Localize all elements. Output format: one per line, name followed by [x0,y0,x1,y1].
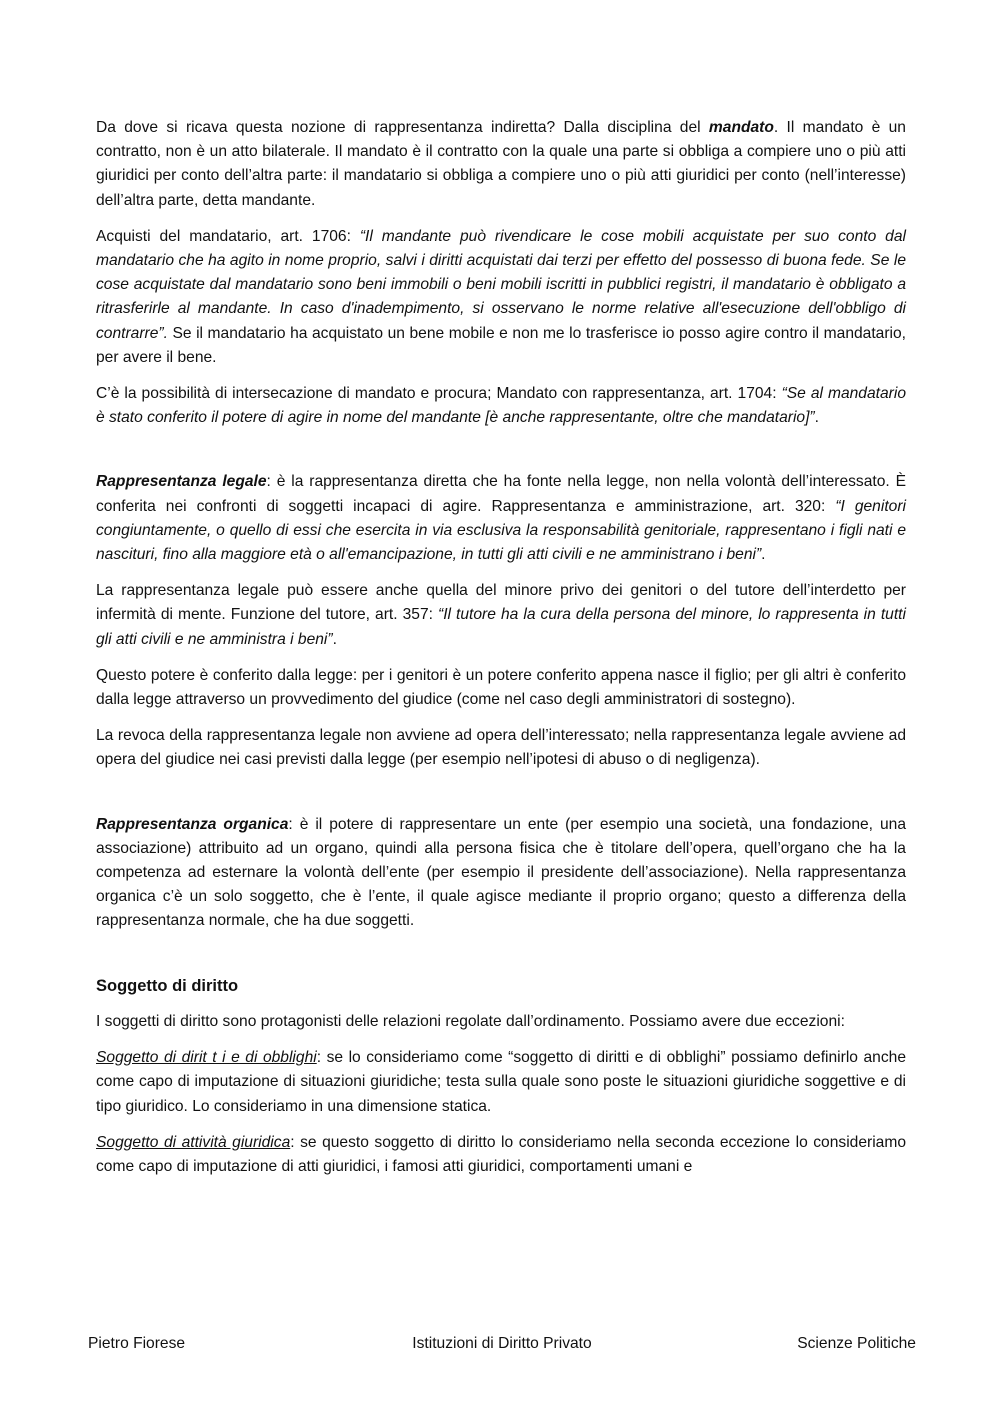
document-body [96,116,906,1191]
term-soggetto-diritti: Soggetto di dirit t i e di obblighi [96,1049,317,1067]
paragraph-rappresentanza-legale: Rappresentanza legale: è la rappresentanza diretta che ha fonte nella legge, non nella volontà dell’interessato. È conferita nei confronti di soggetti incapaci di agire. Rappresentanza e amministrazione, art. 320: “I genitori congiuntamente, o quello di essi che esercita in via esclusiva la responsabilità genitoriale, rappresentano i figli nati e nascituri, fino alla maggiore età o all'emancipazione, in tutti gli atti civili e ne amministrano i beni”. [96,473,906,564]
paragraph-art-1704: C’è la possibilità di intersecazione di mandato e procura; Mandato con rappresentanza, art. 1704: “Se al mandatario è stato conferito il potere di agire in nome del mandante [è anche rappresentante, oltre che mandatario]”. [96,385,906,427]
quote-art-357: “Il tutore ha la cura della persona del minore, lo rappresenta in tutti gli atti civili e ne amministra i beni” [96,606,906,648]
quote-art-1704: “Se al mandatario è stato conferito il potere di agire in nome del mandante [è anche rappresentante, oltre che mandatario]” [96,385,906,427]
paragraph-soggetti-intro: I soggetti di diritto sono protagonisti delle relazioni regolate dall’ordinamento. Possiamo avere due eccezioni: [96,1012,845,1030]
term-rappresentanza-organica: Rappresentanza organica [96,815,289,833]
term-soggetto-attivita: Soggetto di attività giuridica [96,1133,291,1151]
paragraph-revoca: La revoca della rappresentanza legale non avviene ad opera dell’interessato; nella rappresentanza legale avviene ad opera del giudice nei casi previsti dalla legge (per esempio nell’ipotesi di abuso o di negligenza). [96,727,906,769]
quote-art-320: “I genitori congiuntamente, o quello di essi che esercita in via esclusiva la responsabilità genitoriale, rappresentano i figli nati e nascituri, fino alla maggiore età o all'emancipazione, in tutti gli atti civili e ne amministrano i beni” [96,497,906,564]
page-footer [88,1334,916,1354]
paragraph-potere-legge: Questo potere è conferito dalla legge: per i genitori è un potere conferito appena nasce il figlio; per gli altri è conferito dalla legge attraverso un provvedimento del giudice (come nel caso degli amministratori di sostegno). [96,666,906,709]
term-mandato: mandato [708,119,774,136]
section-heading: Soggetto di diritto [96,976,239,995]
quote-art-1706: “Il mandante può rivendicare le cose mobili acquistate per suo conto dal mandatario che ha agito in nome proprio, salvi i diritti acquistati dai terzi per effetto del possesso di buona fede. Se le cose acquistate dal mandatario sono beni immobili o beni mobili iscritti in pubblici registri, il mandatario è obbligato a ritrasferirle al mandante. In caso d'inadempimento, si osservano le norme relative all'esecuzione dell'obbligo di contrarre”. [96,227,906,342]
footer-faculty: Scienze Politiche [797,1335,916,1352]
paragraph-art-1706: Acquisti del mandatario, art. 1706: “Il mandante può rivendicare le cose mobili acquistate per suo conto dal mandatario che ha agito in nome proprio, salvi i diritti acquistati dai terzi per effetto del possesso di buona fede. Se le cose acquistate dal mandatario sono beni immobili o beni mobili iscritti in pubblici registri, il mandatario è obbligato a ritrasferirle al mandante. In caso d'inadempimento, si osservano le norme relative all'esecuzione dell'obbligo di contrarre”. Se il mandatario ha acquistato un bene mobile e non me lo trasferisce io posso agire contro il mandatario, per avere il bene. [96,227,906,366]
footer-course: Istituzioni di Diritto Privato [412,1335,592,1352]
paragraph-soggetto-diritti: Soggetto di dirit t i e di obblighi: se lo consideriamo come “soggetto di diritti e di obblighi” possiamo definirlo anche come capo di imputazione di situazioni giuridiche; testa sulla quale sono poste le situazioni giuridiche soggettive e di tipo giuridico. Lo consideriamo in una dimensione statica. [96,1049,906,1115]
paragraph-soggetto-attivita: Soggetto di attività giuridica: se questo soggetto di diritto lo consideriamo nella seconda eccezione lo consideriamo come capo di imputazione di atti giuridici, i famosi atti giuridici, comportamenti umani e [96,1133,906,1175]
footer-author: Pietro Fiorese [88,1335,186,1352]
paragraph-mandato: Da dove si ricava questa nozione di rappresentanza indiretta? Dalla disciplina del mandato. Il mandato è un contratto, non è un atto bilaterale. Il mandato è il contratto con la quale una parte si obbliga a compiere uno o più atti giuridici per conto dell’altra parte: il mandatario si obbliga a compiere uno o più atti giuridici per conto (nell’interesse) dell’altra parte, detta mandante. [96,119,906,209]
term-rappresentanza-legale: Rappresentanza legale [96,473,267,491]
paragraph-rappresentanza-organica: Rappresentanza organica: è il potere di rappresentare un ente (per esempio una società, una fondazione, una associazione) attribuito ad un organo, quindi alla persona fisica che è titolare dell’opera, quell’organo che ha la competenza ad esternare la volontà dell’ente (per esempio il presidente dell’associazione). Nella rappresentanza organica c’è un solo soggetto, che è l’ente, il quale agisce mediante il proprio organo; questo a differenza della rappresentanza normale, che ha due soggetti. [96,815,906,930]
paragraph-tutore: La rappresentanza legale può essere anche quella del minore privo dei genitori o del tutore dell’interdetto per infermità di mente. Funzione del tutore, art. 357: “Il tutore ha la cura della persona del minore, lo rappresenta in tutti gli atti civili e ne amministra i beni”. [96,582,906,648]
